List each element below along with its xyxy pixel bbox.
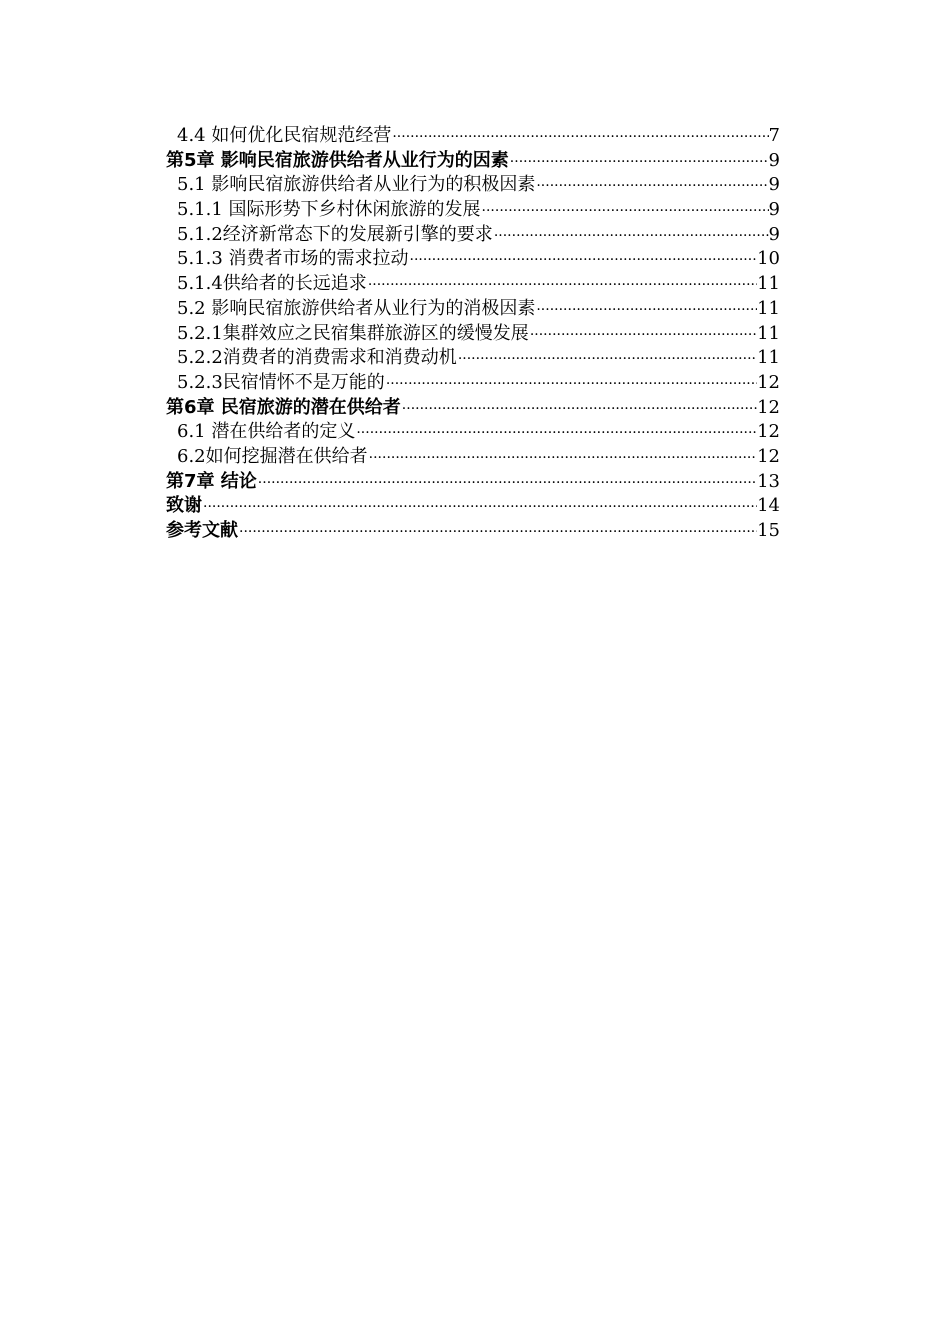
toc-dot-leader: [385, 372, 757, 397]
toc-entry-chapter-5[interactable]: [166, 149, 780, 174]
toc-entry-title: 第5章 影响民宿旅游供给者从业行为的因素: [166, 149, 509, 171]
toc-entry-title: 致谢: [166, 495, 202, 517]
toc-entry-page: 11: [757, 297, 780, 319]
toc-entry-title: 参考文献: [166, 520, 238, 541]
toc-entry-title: 6.2如何挖掘潜在供给者: [177, 445, 368, 467]
toc-entry-page: 14: [757, 495, 780, 517]
toc-entry-page: 12: [757, 421, 780, 443]
table-of-contents: [166, 124, 780, 544]
toc-entry-page: 9: [768, 199, 780, 221]
toc-dot-leader: [367, 273, 757, 298]
toc-entry-page: 12: [757, 445, 780, 467]
toc-entry-page: 12: [757, 371, 780, 393]
toc-dot-leader: [493, 224, 769, 249]
toc-entry-5-1-4[interactable]: [166, 272, 780, 297]
toc-entry-title: 5.1.4供给者的长远追求: [177, 273, 367, 295]
toc-entry-title: 第7章 结论: [166, 470, 257, 492]
toc-entry-page: 9: [768, 149, 780, 171]
toc-dot-leader: [401, 397, 757, 422]
toc-entry-5-2-2[interactable]: [166, 346, 780, 371]
toc-dot-leader: [355, 421, 757, 446]
toc-entry-page: 11: [757, 322, 780, 344]
toc-entry-page: 12: [757, 396, 780, 418]
toc-entry-title: 5.2.2消费者的消费需求和消费动机: [177, 347, 457, 369]
toc-entry-title: 5.2.3民宿情怀不是万能的: [177, 371, 385, 393]
toc-dot-leader: [202, 495, 757, 520]
toc-dot-leader: [509, 150, 769, 175]
toc-entry-title: 5.1.1 国际形势下乡村休闲旅游的发展: [177, 199, 481, 221]
toc-entry-5-2-1[interactable]: [166, 322, 780, 347]
toc-entry-page: 9: [768, 174, 780, 196]
toc-dot-leader: [535, 174, 768, 199]
toc-entry-title: 第6章 民宿旅游的潜在供给者: [166, 396, 401, 418]
toc-dot-leader: [529, 323, 757, 348]
toc-entry-5-1-3[interactable]: [166, 247, 780, 272]
toc-entry-5-1-2[interactable]: [166, 223, 780, 248]
toc-entry-title: 5.1.2经济新常态下的发展新引擎的要求: [177, 223, 493, 245]
toc-entry-page: 11: [757, 347, 780, 369]
toc-entry-page: 10: [757, 248, 780, 270]
toc-entry-title: 5.1 影响民宿旅游供给者从业行为的积极因素: [177, 174, 536, 196]
toc-dot-leader: [238, 520, 757, 545]
toc-dot-leader: [409, 248, 758, 273]
toc-entry-chapter-6[interactable]: [166, 396, 780, 421]
toc-entry-title: 5.2 影响民宿旅游供给者从业行为的消极因素: [177, 297, 536, 319]
toc-dot-leader: [368, 446, 757, 471]
toc-entry-page: 13: [757, 470, 780, 492]
toc-entry-5-2[interactable]: [166, 297, 780, 322]
toc-dot-leader: [535, 298, 757, 323]
toc-entry-page: 11: [757, 273, 780, 295]
toc-entry-page: 7: [768, 125, 780, 146]
toc-entry-5-2-3[interactable]: [166, 371, 780, 396]
toc-entry-page: 15: [757, 520, 780, 541]
toc-entry-5-1-1[interactable]: [166, 198, 780, 223]
toc-entry-title: 5.2.1集群效应之民宿集群旅游区的缓慢发展: [177, 322, 529, 344]
toc-dot-leader: [457, 347, 757, 372]
toc-entry-6-2[interactable]: [166, 445, 780, 470]
toc-entry-title: 4.4 如何优化民宿规范经营: [177, 125, 392, 146]
toc-entry-chapter-7[interactable]: [166, 470, 780, 495]
toc-entry-title: 5.1.3 消费者市场的需求拉动: [177, 248, 409, 270]
toc-dot-leader: [391, 125, 768, 150]
toc-dot-leader: [257, 471, 757, 496]
toc-entry-title: 6.1 潜在供给者的定义: [177, 421, 356, 443]
toc-entry-4-4[interactable]: [166, 124, 780, 149]
toc-entry-5-1[interactable]: [166, 173, 780, 198]
toc-entry-acknowledgements[interactable]: [166, 494, 780, 519]
toc-entry-6-1[interactable]: [166, 420, 780, 445]
toc-dot-leader: [481, 199, 769, 224]
toc-entry-references[interactable]: [166, 519, 780, 544]
toc-entry-page: 9: [768, 223, 780, 245]
